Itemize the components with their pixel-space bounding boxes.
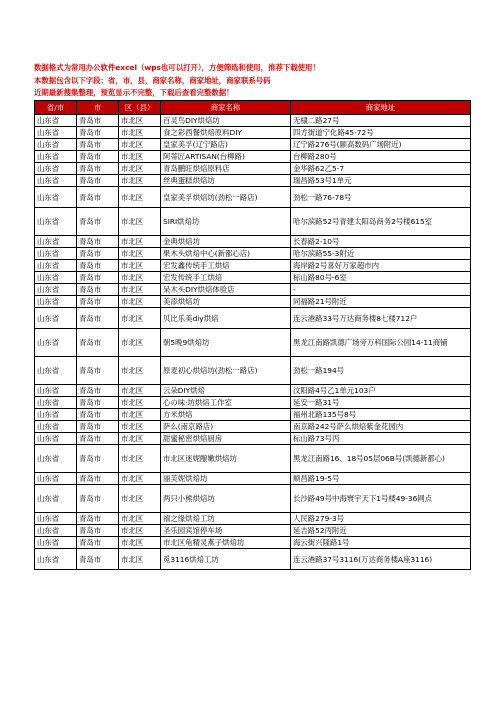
table-row: [35, 513, 471, 525]
table-row: [35, 397, 471, 409]
cell-merchant-address: 台柳路280号: [291, 151, 471, 163]
cell-province: 山东省: [35, 175, 77, 187]
cell-province: 山东省: [35, 433, 77, 445]
cell-city: 青岛市: [77, 272, 119, 284]
cell-merchant-address: 黑龙江南路16、18号05层06B号(凯德新都心): [291, 445, 471, 473]
table-row: [35, 208, 471, 236]
cell-merchant-name: 萨么(南京路店): [161, 421, 291, 433]
cell-merchant-address: 人民路279-3号: [291, 513, 471, 525]
cell-district: 市北区: [119, 397, 161, 409]
cell-merchant-name: 食之彩西餐烘焙原料DIY: [161, 127, 291, 139]
cell-city: 青岛市: [77, 115, 119, 127]
table-row: [35, 421, 471, 433]
cell-district: 市北区: [119, 513, 161, 525]
cell-district: 市北区: [119, 537, 161, 549]
cell-city: 青岛市: [77, 308, 119, 329]
cell-province: 山东省: [35, 409, 77, 421]
cell-province: 山东省: [35, 445, 77, 473]
cell-city: 青岛市: [77, 513, 119, 525]
header-merchant-address: 商家地址: [291, 101, 471, 115]
table-row: [35, 385, 471, 397]
cell-merchant-address: 海云街兴隆路1号: [291, 537, 471, 549]
cell-city: 青岛市: [77, 473, 119, 485]
cell-city: 青岛市: [77, 525, 119, 537]
cell-city: 青岛市: [77, 139, 119, 151]
cell-merchant-name: 金典烘焙坊: [161, 236, 291, 248]
notice-line-1: 数据格式为常用办公软件excel（wps也可以打开），方便筛选和使用，推荐下载使用！: [34, 63, 320, 72]
table-row: [35, 163, 471, 175]
cell-district: 市北区: [119, 296, 161, 308]
cell-district: 市北区: [119, 308, 161, 329]
notice-line-2: 本数据包含以下字段：省，市，县，商家名称，商家地址，商家联系号码: [34, 75, 271, 85]
cell-district: 市北区: [119, 187, 161, 208]
cell-city: 青岛市: [77, 163, 119, 175]
cell-merchant-address: 瑞昌路53号1单元: [291, 175, 471, 187]
cell-city: 青岛市: [77, 248, 119, 260]
cell-province: 山东省: [35, 115, 77, 127]
cell-merchant-address: 延安一路31号: [291, 397, 471, 409]
cell-city: 青岛市: [77, 236, 119, 248]
cell-merchant-address: 劲松一路194号: [291, 357, 471, 385]
cell-merchant-address: 福州北路135号8号: [291, 409, 471, 421]
cell-merchant-address: 标山路80号-6室: [291, 272, 471, 284]
cell-province: 山东省: [35, 163, 77, 175]
cell-city: 青岛市: [77, 175, 119, 187]
cell-merchant-name: 市北区龟精灵燕子烘焙坊: [161, 537, 291, 549]
cell-city: 青岛市: [77, 433, 119, 445]
cell-merchant-address: 标山路73号丙: [291, 433, 471, 445]
cell-merchant-name: 市北区迷妮酿嫩烘焙坊: [161, 445, 291, 473]
cell-merchant-address: 海岸路2号喜好万家超市内: [291, 260, 471, 272]
cell-province: 山东省: [35, 421, 77, 433]
table-row: [35, 525, 471, 537]
table-row: [35, 187, 471, 208]
cell-province: 山东省: [35, 549, 77, 570]
cell-province: 山东省: [35, 139, 77, 151]
cell-city: 青岛市: [77, 397, 119, 409]
cell-merchant-name: 百灵鸟DIY烘焙坊: [161, 115, 291, 127]
cell-merchant-name: 呆木头DIY烘焙体验店: [161, 284, 291, 296]
cell-merchant-address: 南京路242号萨么烘焙紫金花园内: [291, 421, 471, 433]
cell-province: 山东省: [35, 357, 77, 385]
cell-city: 青岛市: [77, 151, 119, 163]
cell-merchant-name: 朝5晚9烘焙坊: [161, 329, 291, 357]
table-row: [35, 151, 471, 163]
cell-city: 青岛市: [77, 208, 119, 236]
cell-province: 山东省: [35, 537, 77, 549]
cell-province: 山东省: [35, 473, 77, 485]
cell-district: 市北区: [119, 485, 161, 513]
table-row: [35, 260, 471, 272]
table-row: [35, 272, 471, 284]
cell-merchant-address: 连云港路37号3116(万达商务楼A座3116): [291, 549, 471, 570]
cell-city: 青岛市: [77, 127, 119, 139]
cell-district: 市北区: [119, 357, 161, 385]
cell-district: 市北区: [119, 409, 161, 421]
cell-city: 青岛市: [77, 409, 119, 421]
table-row: [35, 433, 471, 445]
table-row: [35, 139, 471, 151]
table-row: [35, 296, 471, 308]
cell-district: 市北区: [119, 248, 161, 260]
cell-merchant-name: 皇家美孚烘焙坊(劲松一路店): [161, 187, 291, 208]
cell-city: 青岛市: [77, 549, 119, 570]
table-header-row: [35, 101, 471, 115]
cell-province: 山东省: [35, 397, 77, 409]
table-row: [35, 485, 471, 513]
table-body: [35, 115, 471, 570]
cell-district: 市北区: [119, 433, 161, 445]
cell-merchant-address: 四方街道宁化路45-72号: [291, 127, 471, 139]
cell-merchant-address: 同福路21号附近: [291, 296, 471, 308]
cell-province: 山东省: [35, 329, 77, 357]
cell-district: 市北区: [119, 115, 161, 127]
table-row: [35, 236, 471, 248]
cell-province: 山东省: [35, 151, 77, 163]
cell-district: 市北区: [119, 139, 161, 151]
cell-city: 青岛市: [77, 260, 119, 272]
cell-merchant-address: 辽宁路276号(颐高数码广场附近): [291, 139, 471, 151]
cell-merchant-name: SIRI烘焙坊: [161, 208, 291, 236]
cell-merchant-address: 长沙路49号中海寰宇天下1号楼49-36网点: [291, 485, 471, 513]
cell-province: 山东省: [35, 385, 77, 397]
cell-merchant-address: 汶阳路4号乙1单元103户: [291, 385, 471, 397]
cell-merchant-name: 皇家美孚(辽宁路店): [161, 139, 291, 151]
cell-merchant-name: 圣乐园宾馆停车场: [161, 525, 291, 537]
merchant-table: [34, 100, 471, 570]
table-row: [35, 409, 471, 421]
cell-province: 山东省: [35, 485, 77, 513]
cell-merchant-address: 黑龙江南路凯德广场旁万科国际公园14-11商铺: [291, 329, 471, 357]
cell-merchant-address: 金华路62乙5-7: [291, 163, 471, 175]
cell-province: 山东省: [35, 187, 77, 208]
cell-city: 青岛市: [77, 296, 119, 308]
header-city: 市: [77, 101, 119, 115]
table-row: [35, 127, 471, 139]
cell-province: 山东省: [35, 236, 77, 248]
cell-merchant-address: 哈尔滨路55-3附近: [291, 248, 471, 260]
cell-merchant-address: 延吉路52丙附近: [291, 525, 471, 537]
cell-merchant-name: 美添烘焙坊: [161, 296, 291, 308]
cell-district: 市北区: [119, 260, 161, 272]
cell-merchant-name: 心の味·坊烘焙工作室: [161, 397, 291, 409]
table-row: [35, 357, 471, 385]
cell-merchant-name: 果木头烘焙中心(新都心店): [161, 248, 291, 260]
cell-province: 山东省: [35, 513, 77, 525]
cell-district: 市北区: [119, 208, 161, 236]
cell-merchant-name: 宏发鑫传统手工烘焙: [161, 260, 291, 272]
cell-province: 山东省: [35, 260, 77, 272]
cell-city: 青岛市: [77, 445, 119, 473]
cell-district: 市北区: [119, 236, 161, 248]
cell-merchant-name: 禧之缘烘焙工坊: [161, 513, 291, 525]
table-row: [35, 308, 471, 329]
cell-merchant-name: 阿蒂匠ARTISAN(台柳路): [161, 151, 291, 163]
header-district: 区（县）: [119, 101, 161, 115]
cell-district: 市北区: [119, 421, 161, 433]
table-row: [35, 549, 471, 570]
cell-province: 山东省: [35, 284, 77, 296]
cell-merchant-address: 顺昌路19-5号: [291, 473, 471, 485]
cell-merchant-name: 觅3116烘焙工坊: [161, 549, 291, 570]
cell-district: 市北区: [119, 151, 161, 163]
cell-city: 青岛市: [77, 485, 119, 513]
cell-merchant-address: -: [291, 284, 471, 296]
cell-merchant-name: 云朵DIY烘焙: [161, 385, 291, 397]
cell-district: 市北区: [119, 525, 161, 537]
cell-district: 市北区: [119, 549, 161, 570]
cell-city: 青岛市: [77, 187, 119, 208]
cell-district: 市北区: [119, 163, 161, 175]
cell-province: 山东省: [35, 248, 77, 260]
notice-line-3: 近期最新搜集整理，预览显示不完整，下载后查看完整数据！: [34, 88, 234, 97]
table-row: [35, 115, 471, 127]
cell-province: 山东省: [35, 208, 77, 236]
cell-merchant-name: 原麦初心烘焙坊(劲松一路店): [161, 357, 291, 385]
cell-merchant-address: 长春路2-10号: [291, 236, 471, 248]
cell-city: 青岛市: [77, 421, 119, 433]
table-row: [35, 537, 471, 549]
cell-merchant-name: 方米烘焙: [161, 409, 291, 421]
cell-province: 山东省: [35, 525, 77, 537]
cell-merchant-name: 丽芙妮烘焙坊: [161, 473, 291, 485]
cell-district: 市北区: [119, 473, 161, 485]
table-row: [35, 284, 471, 296]
cell-district: 市北区: [119, 272, 161, 284]
cell-merchant-address: 哈尔滨路52号青建太阳岛商务2号楼615室: [291, 208, 471, 236]
table-row: [35, 329, 471, 357]
cell-district: 市北区: [119, 127, 161, 139]
cell-city: 青岛市: [77, 537, 119, 549]
cell-city: 青岛市: [77, 357, 119, 385]
cell-merchant-name: 甜蜜秘密烘焙厨房: [161, 433, 291, 445]
cell-district: 市北区: [119, 175, 161, 187]
cell-province: 山东省: [35, 296, 77, 308]
header-province: 省/市: [35, 101, 77, 115]
cell-district: 市北区: [119, 445, 161, 473]
cell-district: 市北区: [119, 329, 161, 357]
cell-city: 青岛市: [77, 329, 119, 357]
cell-city: 青岛市: [77, 284, 119, 296]
table-row: [35, 473, 471, 485]
cell-district: 市北区: [119, 385, 161, 397]
header-merchant-name: 商家名称: [161, 101, 291, 115]
cell-merchant-name: 青岛鹏旺烘焙原料店: [161, 163, 291, 175]
cell-province: 山东省: [35, 127, 77, 139]
table-row: [35, 175, 471, 187]
cell-merchant-address: 无棣二路27号: [291, 115, 471, 127]
cell-merchant-name: 贝比乐美diy烘焙: [161, 308, 291, 329]
cell-province: 山东省: [35, 272, 77, 284]
cell-merchant-name: 宏发传统手工烘焙: [161, 272, 291, 284]
notice-block: [34, 62, 474, 100]
cell-district: 市北区: [119, 284, 161, 296]
cell-merchant-address: 连云港路33号万达商务楼8七楼712户: [291, 308, 471, 329]
cell-merchant-address: 劲松一路76-78号: [291, 187, 471, 208]
table-row: [35, 248, 471, 260]
cell-merchant-name: 丝典蛋糕烘焙坊: [161, 175, 291, 187]
cell-province: 山东省: [35, 308, 77, 329]
table-row: [35, 445, 471, 473]
cell-city: 青岛市: [77, 385, 119, 397]
cell-merchant-name: 两只小熊烘焙坊: [161, 485, 291, 513]
